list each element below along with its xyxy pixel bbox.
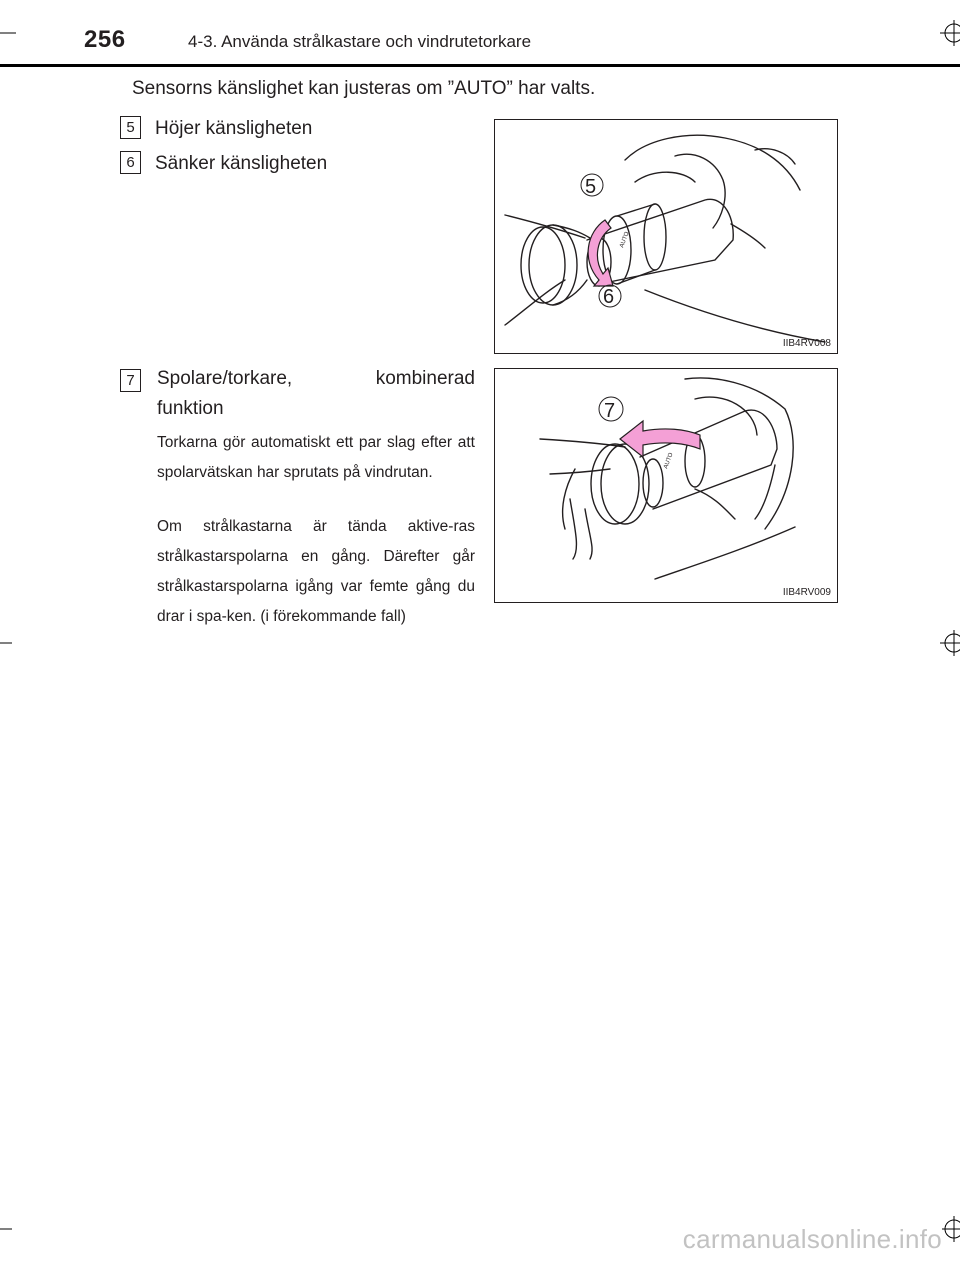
callout-5: 5 [585,176,597,198]
figure-sensitivity [494,119,838,354]
item7-title-line2: funktion [157,398,224,419]
step-marker: 5 [120,116,141,139]
header-rule [0,64,960,67]
svg-text:AUTO: AUTO [619,231,631,249]
figure-code: IIB4RV008 [782,338,831,349]
step-text: Sänker känsligheten [155,153,328,174]
callout-7: 7 [604,400,616,422]
paragraph-1: Torkarna gör automatiskt ett par slag efter att spolarvätskan har sprutats på vindrutan. [157,434,475,481]
list-item-5 [120,116,312,140]
step-marker-7: 7 [120,369,141,392]
step-text: Höjer känsligheten [155,118,313,139]
figure-washer [494,368,838,603]
svg-text:AUTO: AUTO [663,452,675,470]
rotation-arrow [588,220,613,286]
wiper-lever-illustration [495,120,837,353]
step-marker: 6 [120,151,141,174]
list-item-6 [120,151,327,175]
figure-code: IIB4RV009 [782,587,831,598]
item7-title-part1: Spolare/torkare, [157,368,293,389]
page-number: 256 [84,26,126,53]
watermark: carmanualsonline.info [682,1224,942,1254]
section-title: 4-3. Använda strålkastare och vindrutetorkare [188,32,532,51]
paragraph-2: Om strålkastarna är tända aktive-ras strålkastarspolarna en gång. Därefter går strålkastarspolarna igång var femte gång du drar i spa-ken. (i förekommande fall) [157,518,475,625]
item7-title [157,364,475,424]
callout-6: 6 [603,286,615,308]
wiper-lever-pull-illustration [495,369,837,602]
pull-arrow [620,421,700,457]
intro-text: Sensorns känslighet kan justeras om ”AUTO” har valts. [132,78,596,99]
item7-title-part2: kombinerad [375,368,475,389]
